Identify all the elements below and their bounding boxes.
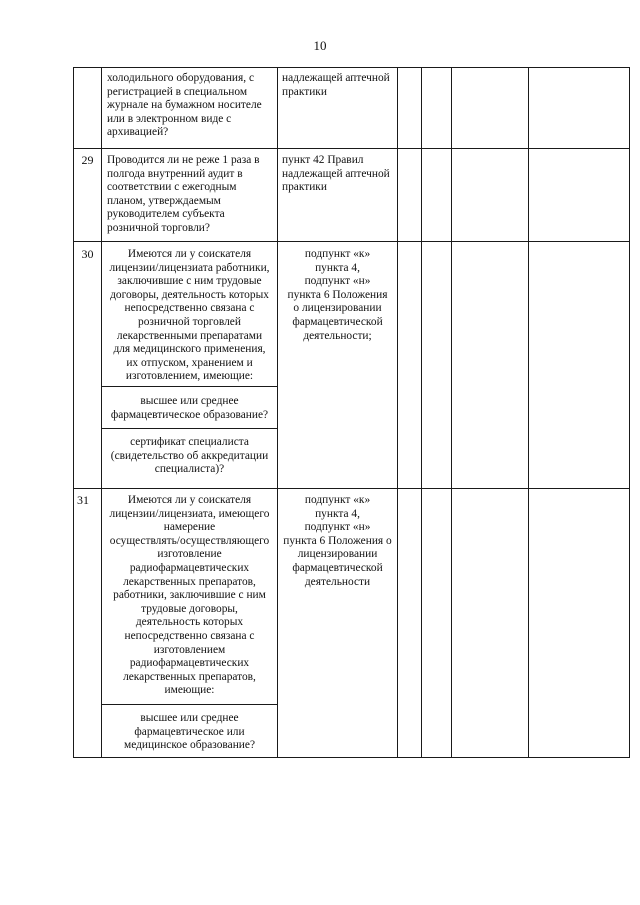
reference-text: надлежащей аптечной практики — [282, 72, 390, 98]
question-subitem-text: высшее или среднее фармацевтическое или медицинское образование? — [124, 712, 255, 752]
reference-text: пункт 42 Правил надлежащей аптечной практики — [282, 154, 390, 194]
row-number: 31 — [77, 493, 89, 507]
question-text: Имеются ли у соискателя лицензии/лицензиата, имеющего намерение осуществлять/осуществляющего изготовление радиофармацевтических лекарственных препаратов, работники, заключившие с ним трудовые договоры, деятельность которых непосредственно связана с изготовлением радиофармацевтических лекарственных препаратов, имеющие: — [109, 494, 270, 697]
row-number: 29 — [81, 153, 94, 167]
question-text: холодильного оборудования, с регистрацией в специальном журнале на бумажном носителе или в электронном виде с архивацией? — [107, 72, 262, 139]
reference-text: подпункт «к» пункта 4, подпункт «н» пункта 6 Положения о лицензировании фармацевтической деятельности; — [287, 248, 388, 342]
question-text: Имеются ли у соискателя лицензии/лицензиата работники, заключившие с ним трудовые договоры, деятельность которых непосредственно связана с розничной торговлей лекарственными препаратами для медицинского применения, их отпуском, хранением и изготовлением, имеющие: — [109, 248, 270, 383]
page-number: 10 — [313, 38, 327, 53]
question-subitem-text: высшее или среднее фармацевтическое образование? — [110, 395, 269, 421]
row-number: 30 — [81, 247, 94, 261]
question-subitem-text: сертификат специалиста (свидетельство об аккредитации специалиста)? — [110, 436, 269, 476]
reference-text: подпункт «к» пункта 4, подпункт «н» пункта 6 Положения о лицензировании фармацевтической деятельности — [283, 494, 392, 588]
question-text: Проводится ли не реже 1 раза в полгода внутренний аудит в соответствии с ежегодным планом, утверждаемым руководителем субъекта розничной торговли? — [107, 154, 260, 234]
